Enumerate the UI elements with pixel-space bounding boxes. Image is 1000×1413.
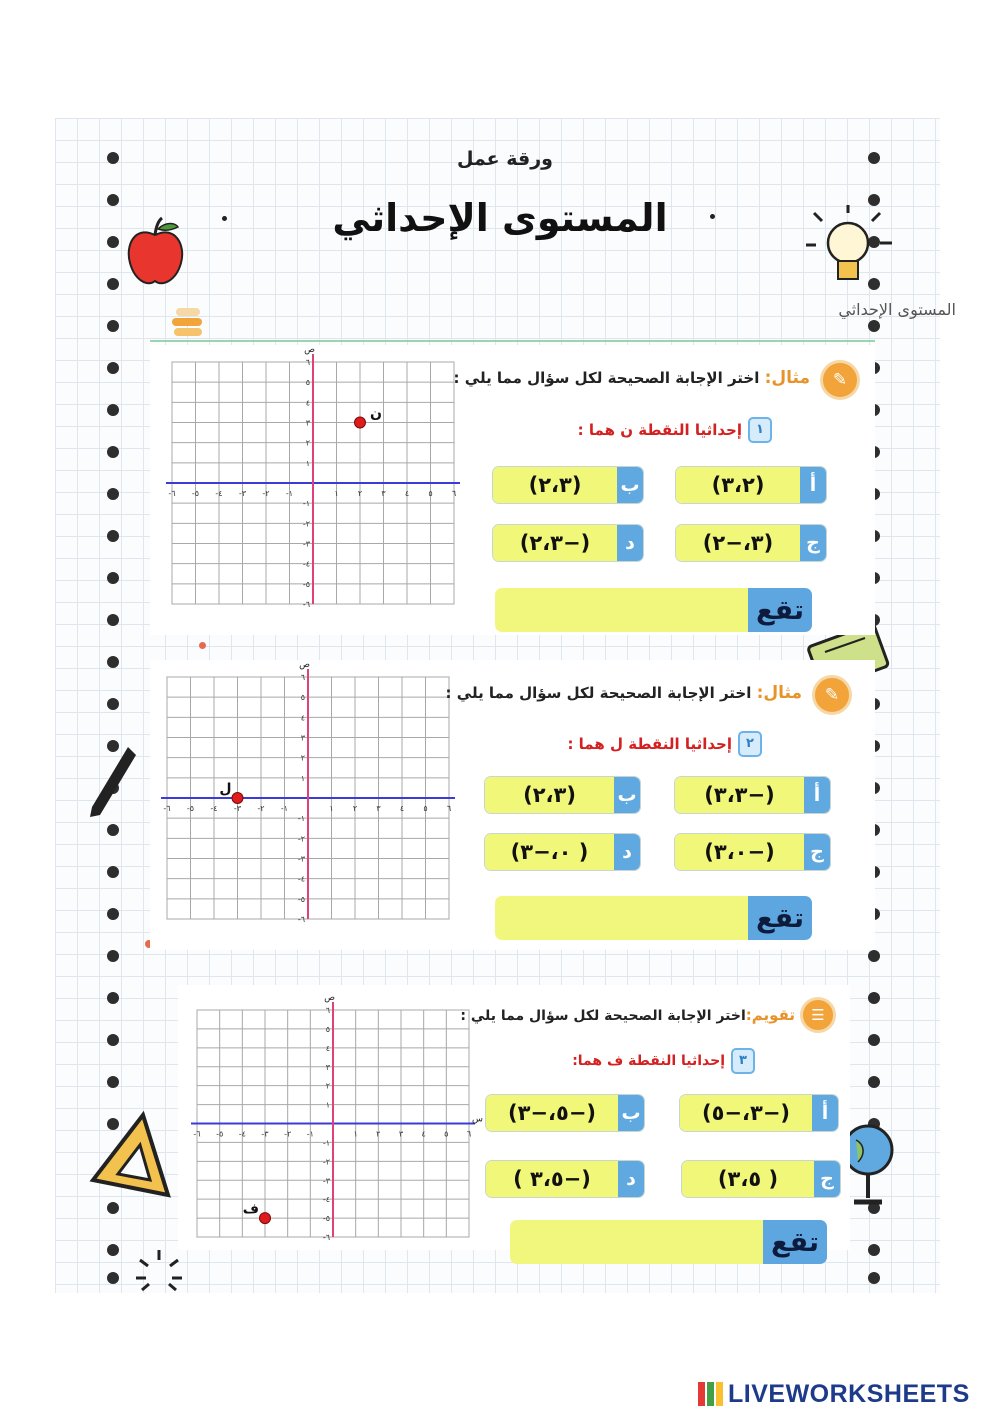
x-tick-label: -٤ xyxy=(215,489,223,498)
x-tick-label: ١ xyxy=(329,804,334,813)
x-tick-label: -٦ xyxy=(193,1129,201,1139)
binder-hole xyxy=(107,908,119,920)
data-point-label: ل xyxy=(219,781,232,797)
y-tick-label: -٣ xyxy=(297,854,305,864)
option-letter: أ xyxy=(812,1095,838,1131)
x-tick-label: ٤ xyxy=(421,1129,426,1139)
option-1d[interactable] xyxy=(493,525,643,561)
x-tick-label: -٤ xyxy=(238,1129,246,1139)
option-value: (−٥،−٣) xyxy=(486,1095,618,1131)
option-value: ( ٠،−٣) xyxy=(485,834,614,870)
binder-hole xyxy=(868,950,880,962)
data-point-label: ن xyxy=(370,405,382,422)
x-tick-label: ٣ xyxy=(381,489,386,498)
pencil-icon xyxy=(88,745,138,820)
question-3-prompt xyxy=(572,1048,755,1074)
answer-input-2[interactable] xyxy=(495,896,748,940)
option-value: (٣،−٢) xyxy=(676,525,800,561)
question-2-prompt-text: إحداثيا النقطة ل هما : xyxy=(567,735,732,753)
option-1b[interactable] xyxy=(493,467,643,503)
apple-icon xyxy=(120,215,190,290)
y-axis-label: ص xyxy=(324,993,335,1003)
answer-label: تقع xyxy=(748,896,812,940)
y-tick-label: ٣ xyxy=(300,733,305,743)
liveworksheets-logo-icon xyxy=(698,1382,724,1406)
option-1c[interactable] xyxy=(676,525,826,561)
y-tick-label: ٢ xyxy=(300,753,305,763)
answer-input-3[interactable] xyxy=(510,1220,763,1264)
data-point xyxy=(232,793,243,804)
question-1-prompt xyxy=(578,417,772,443)
pencil-note-icon: ✎ xyxy=(820,360,860,400)
y-tick-label: ٥ xyxy=(305,378,310,388)
question-1-instruction xyxy=(454,368,810,388)
coordinate-grid-2 xyxy=(155,655,465,925)
y-tick-label: -٣ xyxy=(322,1176,330,1186)
x-tick-label: ٥ xyxy=(444,1129,449,1139)
y-tick-label: -٥ xyxy=(302,579,310,589)
y-tick-label: -٣ xyxy=(302,539,310,549)
option-value: (٢،٣) xyxy=(485,777,614,813)
x-tick-label: -٣ xyxy=(233,804,242,813)
binder-hole xyxy=(107,824,119,836)
x-tick-label: -١ xyxy=(285,489,294,498)
binder-hole xyxy=(868,992,880,1004)
x-tick-label: ٥ xyxy=(428,489,433,498)
binder-hole xyxy=(107,950,119,962)
binder-hole xyxy=(107,404,119,416)
y-tick-label: -٥ xyxy=(297,894,305,904)
x-axis-label: س xyxy=(472,1114,483,1125)
question-2-instruction-text: اختر الإجابة الصحيحة لكل سؤال مما يلي : xyxy=(445,684,752,702)
y-tick-label: ٦ xyxy=(300,673,305,682)
binder-hole xyxy=(107,278,119,290)
y-tick-label: ٥ xyxy=(325,1024,330,1034)
question-3-label: تقويم: xyxy=(745,1006,795,1024)
binder-hole xyxy=(107,992,119,1004)
ruler-triangle-icon xyxy=(88,1110,173,1205)
answer-input-1[interactable] xyxy=(495,588,748,632)
binder-hole xyxy=(107,194,119,206)
x-tick-label: -٥ xyxy=(186,804,195,813)
y-tick-label: ٢ xyxy=(305,438,310,448)
option-letter: ج xyxy=(804,834,830,870)
option-value: (−٣،٥ ) xyxy=(486,1161,618,1197)
binder-hole xyxy=(107,446,119,458)
y-tick-label: ٥ xyxy=(300,693,305,703)
option-3d[interactable] xyxy=(486,1161,644,1197)
y-tick-label: -٥ xyxy=(322,1214,330,1224)
question-1-number: ١ xyxy=(748,417,772,443)
binder-hole xyxy=(868,1076,880,1088)
option-value: (−٢،٣) xyxy=(493,525,617,561)
binder-hole xyxy=(107,614,119,626)
option-value: ( ٣،٥) xyxy=(682,1161,814,1197)
answer-row-2 xyxy=(495,896,812,940)
option-value: (٢،٣) xyxy=(493,467,617,503)
option-letter: ب xyxy=(614,777,640,813)
binder-hole xyxy=(107,488,119,500)
question-1-instruction-text: اختر الإجابة الصحيحة لكل سؤال مما يلي : xyxy=(453,369,760,387)
option-letter: د xyxy=(614,834,640,870)
decor-dot xyxy=(222,216,227,221)
y-axis-label: ص xyxy=(299,660,310,670)
y-tick-label: ١ xyxy=(305,458,310,468)
x-tick-label: ١ xyxy=(334,489,339,498)
x-tick-label: ٣ xyxy=(398,1129,404,1139)
x-tick-label: -٢ xyxy=(257,804,265,813)
option-2d[interactable] xyxy=(485,834,640,870)
option-letter: ج xyxy=(800,525,826,561)
x-tick-label: ٢ xyxy=(352,804,358,813)
coordinate-grid-3 xyxy=(185,988,485,1243)
question-2-number: ٢ xyxy=(738,731,762,757)
sparkle-doodle-icon xyxy=(132,1248,187,1293)
binder-hole xyxy=(868,152,880,164)
data-point xyxy=(355,417,366,428)
x-tick-label: ٢ xyxy=(376,1129,381,1139)
y-tick-label: -٢ xyxy=(302,519,310,529)
y-tick-label: -٤ xyxy=(302,559,310,569)
option-letter: أ xyxy=(800,467,826,503)
binder-hole xyxy=(107,1034,119,1046)
binder-hole xyxy=(107,530,119,542)
footer-brand: LIVEWORKSHEETS xyxy=(728,1380,970,1408)
x-tick-label: ٤ xyxy=(404,489,410,498)
coordinate-grid-1 xyxy=(160,340,470,610)
worksheet-subtitle: ورقة عمل xyxy=(456,148,553,170)
decor-dot xyxy=(199,642,206,649)
option-2c[interactable] xyxy=(675,834,830,870)
data-point-label: ف xyxy=(242,1201,259,1218)
binder-hole xyxy=(107,698,119,710)
question-1-prompt-text: إحداثيا النقطة ن هما : xyxy=(577,421,742,439)
x-tick-label: -٦ xyxy=(163,804,171,813)
binder-hole xyxy=(107,362,119,374)
checklist-icon: ☰ xyxy=(800,997,836,1033)
option-1a[interactable] xyxy=(676,467,826,503)
question-2-prompt xyxy=(567,731,762,757)
y-tick-label: -١ xyxy=(322,1138,330,1148)
x-tick-label: -٥ xyxy=(191,489,200,498)
y-tick-label: -٤ xyxy=(322,1195,330,1205)
option-letter: د xyxy=(617,525,643,561)
y-tick-label: ٤ xyxy=(300,713,305,723)
binder-hole xyxy=(107,1244,119,1256)
section-label: المستوى الإحداثي xyxy=(838,300,956,319)
x-tick-label: ٦ xyxy=(466,1129,472,1139)
answer-row-1 xyxy=(495,588,812,632)
binder-hole xyxy=(868,1272,880,1284)
option-3b[interactable] xyxy=(486,1095,644,1131)
binder-hole xyxy=(107,152,119,164)
binder-hole xyxy=(107,866,119,878)
question-3-number: ٣ xyxy=(731,1048,755,1074)
option-letter: د xyxy=(618,1161,644,1197)
section-header-bar xyxy=(150,300,875,342)
x-tick-label: ٥ xyxy=(423,804,428,813)
binder-hole xyxy=(107,236,119,248)
pencil-note-icon: ✎ xyxy=(812,675,852,715)
x-tick-label: ٢ xyxy=(357,489,363,498)
binder-hole xyxy=(868,1244,880,1256)
answer-label: تقع xyxy=(763,1220,827,1264)
answer-label: تقع xyxy=(748,588,812,632)
x-tick-label: -٤ xyxy=(210,804,218,813)
x-tick-label: -٣ xyxy=(261,1129,269,1139)
data-point xyxy=(260,1213,271,1224)
book-stack-icon xyxy=(168,300,206,340)
x-tick-label: ٦ xyxy=(451,489,457,498)
x-tick-label: ٤ xyxy=(399,804,405,813)
binder-hole xyxy=(107,656,119,668)
option-letter: أ xyxy=(804,777,830,813)
y-tick-label: -٦ xyxy=(322,1233,330,1242)
option-2a[interactable] xyxy=(675,777,830,813)
option-letter: ج xyxy=(814,1161,840,1197)
y-tick-label: ٣ xyxy=(305,418,310,428)
y-tick-label: ٦ xyxy=(305,358,310,367)
y-tick-label: -١ xyxy=(302,499,310,509)
y-tick-label: ٤ xyxy=(325,1043,330,1053)
y-tick-label: -٦ xyxy=(297,915,305,924)
y-tick-label: ٢ xyxy=(325,1081,330,1091)
x-tick-label: -٢ xyxy=(284,1129,292,1139)
binder-hole xyxy=(107,1076,119,1088)
binder-hole xyxy=(107,572,119,584)
y-tick-label: -٢ xyxy=(297,834,305,844)
binder-hole xyxy=(107,320,119,332)
question-3-instruction xyxy=(460,1006,795,1024)
x-tick-label: -٦ xyxy=(168,489,176,498)
y-tick-label: ٣ xyxy=(325,1062,330,1072)
option-value: (−٣،−٥) xyxy=(680,1095,812,1131)
option-3a[interactable] xyxy=(680,1095,838,1131)
lightbulb-icon xyxy=(800,205,900,295)
y-tick-label: ١ xyxy=(325,1100,330,1110)
x-tick-label: -١ xyxy=(280,804,289,813)
x-tick-label: -٢ xyxy=(262,489,270,498)
y-tick-label: ٦ xyxy=(325,1006,330,1015)
x-tick-label: -١ xyxy=(306,1129,314,1139)
y-tick-label: ١ xyxy=(300,773,305,783)
y-tick-label: -٦ xyxy=(302,600,310,609)
y-tick-label: -٢ xyxy=(322,1157,330,1167)
y-tick-label: ٤ xyxy=(305,398,310,408)
option-2b[interactable] xyxy=(485,777,640,813)
y-tick-label: -٤ xyxy=(297,874,305,884)
question-2-instruction xyxy=(446,683,802,703)
binder-hole xyxy=(107,1272,119,1284)
x-tick-label: ٣ xyxy=(376,804,381,813)
x-tick-label: ٦ xyxy=(446,804,452,813)
question-2-label: مثال: xyxy=(756,683,802,703)
x-tick-label: -٣ xyxy=(238,489,247,498)
answer-row-3 xyxy=(510,1220,827,1264)
option-value: (٣،٢) xyxy=(676,467,800,503)
option-letter: ب xyxy=(618,1095,644,1131)
option-value: (−٣،٠) xyxy=(675,834,804,870)
question-1-label: مثال: xyxy=(764,368,810,388)
x-tick-label: ١ xyxy=(353,1129,358,1139)
question-3-instruction-text: اختر الإجابة الصحيحة لكل سؤال مما يلي : xyxy=(460,1008,746,1024)
y-tick-label: -١ xyxy=(297,814,305,824)
binder-hole xyxy=(868,1034,880,1046)
option-3c[interactable] xyxy=(682,1161,840,1197)
globe-icon xyxy=(848,1120,898,1220)
page-title: المستوى الإحداثي xyxy=(332,196,668,240)
x-tick-label: -٥ xyxy=(216,1129,224,1139)
option-letter: ب xyxy=(617,467,643,503)
decor-dot xyxy=(710,214,715,219)
question-3-prompt-text: إحداثيا النقطة ف هما: xyxy=(572,1053,725,1069)
option-value: (−٣،٣) xyxy=(675,777,804,813)
y-axis-label: ص xyxy=(304,345,315,355)
